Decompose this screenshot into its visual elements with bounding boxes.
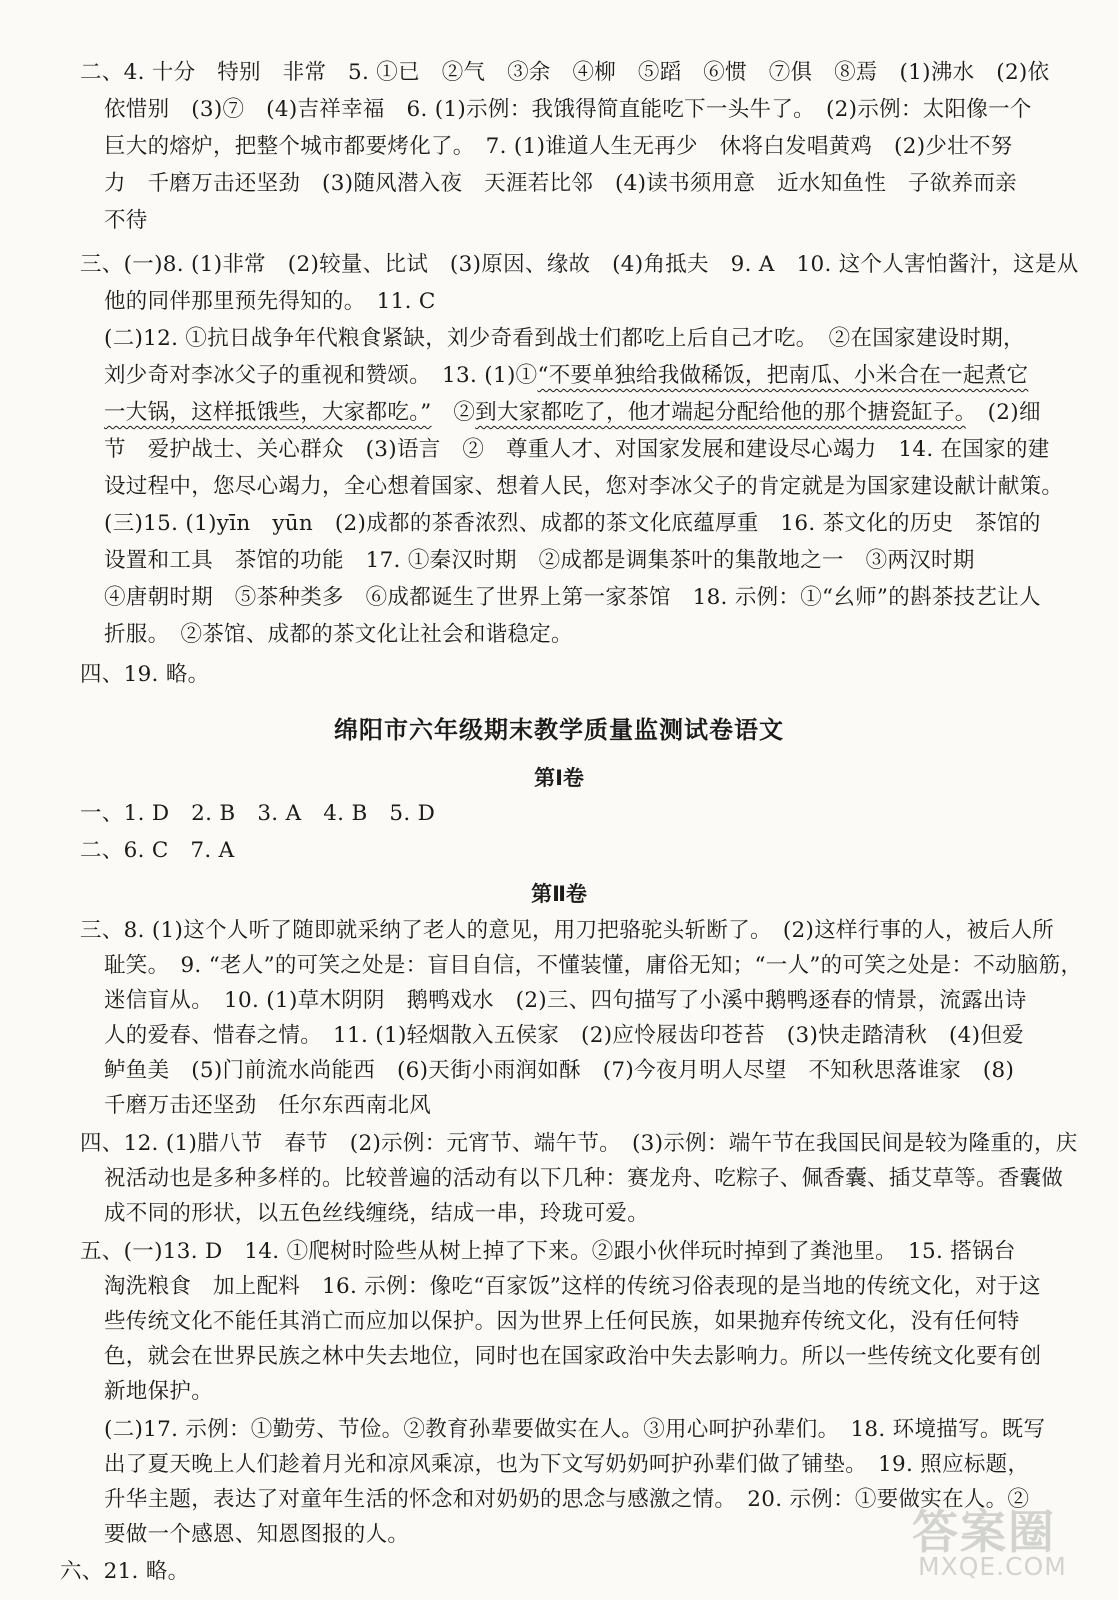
answer-line: 人的爱春、惜春之情。 11. (1)轻烟散入五侯家 (2)应怜屐齿印苍苔 (3)快走踏清秋 (4)但爱 [104,1023,1024,1048]
answer-line: 祝活动也是多种多样的。比较普遍的活动有以下几种：赛龙舟、吃粽子、佩香囊、插艾草等。香囊做 [104,1166,1064,1191]
answer-line: 淘洗粮食 加上配料 16. 示例：像吃“百家饭”这样的传统习俗表现的是当地的传统文化，对于这 [104,1274,1041,1299]
answer-text: ② [431,400,476,425]
answer-line: 色，就会在世界民族之林中失去地位，同时也在国家政治中失去影响力。所以一些传统文化要有创 [104,1344,1042,1369]
answer-line: 不待 [104,208,148,233]
answer-line: (二)17. 示例：①勤劳、节俭。②教育孙辈要做实在人。③用心呵护孙辈们。 18. 环境描写。既写 [104,1417,1046,1442]
underlined-quote: “不要单独给我做稀饭，把南瓜、小米合在一起煮它 [537,363,1029,388]
answer-line: 巨大的熔炉，把整个城市都要烤化了。 7. (1)谁道人生无再少 休将白发唱黄鸡 (2)少壮不努 [104,134,1013,159]
watermark [904,1496,1100,1586]
answer-line: 二、4. 十分 特别 非常 5. ①已 ②气 ③余 ④柳 ⑤蹈 ⑥惯 ⑦俱 ⑧焉 (1)沸水 (2)依 [80,60,1050,85]
volume-heading: 第Ⅰ卷 [534,766,584,790]
answer-line: 他的同伴那里预先得知的。 11. C [104,289,436,314]
answer-line: 六、21. 略。 [60,1559,190,1584]
volume-heading: 第Ⅱ卷 [531,882,587,906]
answer-line: 设置和工具 茶馆的功能 17. ①秦汉时期 ②成都是调集茶叶的集散地之一 ③两汉时期 [104,548,975,573]
answer-line: 升华主题，表达了对童年生活的怀念和对奶奶的思念与感激之情。 20. 示例：①要做实在人。② [104,1487,1030,1512]
answer-line: 三、8. (1)这个人听了随即就采纳了老人的意见，用刀把骆驼头斩断了。 (2)这样行事的人，被后人所 [80,918,1055,943]
answer-line: 些传统文化不能任其消亡而应加以保护。因为世界上任何民族，如果抛弃传统文化，没有任何特 [104,1309,1020,1334]
answer-line [104,394,1054,431]
underlined-quote: 到大家都吃了，他才端起分配给他的那个搪瓷缸子。 [475,400,966,425]
watermark-url: MXQE.COM [918,1552,1067,1581]
exam-title: 绵阳市六年级期末教学质量监测试卷语文 [334,716,784,744]
answer-line: 五、(一)13. D 14. ①爬树时险些从树上掉了下来。②跟小伙伴玩时掉到了粪池里。 15. 搭锅台 [80,1239,1016,1264]
answer-line: 折服。 ②茶馆、成都的茶文化让社会和谐稳定。 [104,622,573,647]
answer-line: 三、(一)8. (1)非常 (2)较量、比试 (3)原因、缘故 (4)角抵夫 9. A 10. 这个人害怕酱汁，这是从 [80,252,1079,277]
answer-text: 刘少奇对李冰父子的重视和赞颂。 13. (1)① [104,363,538,388]
answer-line: ④唐朝时期 ⑤茶种类多 ⑥成都诞生了世界上第一家茶馆 18. 示例：①“幺师”的斟茶技艺让人 [104,585,1041,610]
answer-line: 千磨万击还坚劲 任尔东西南北风 [104,1093,432,1118]
answer-line: 力 千磨万击还坚劲 (3)随风潜入夜 天涯若比邻 (4)读书须用意 近水知鱼性 子欲养而亲 [104,171,1017,196]
answer-line: 成不同的形状，以五色丝线缠绕，结成一串，玲珑可爱。 [104,1201,650,1226]
answer-line: 迷信盲从。 10. (1)草木阴阴 鹅鸭戏水 (2)三、四句描写了小溪中鹅鸭逐春的情景，流露出诗 [104,988,1027,1013]
answer-line: 二、6. C 7. A [80,838,235,863]
answer-line: 耻笑。 9. “老人”的可笑之处是：盲目自信，不懂装懂，庸俗无知；“一人”的可笑之处是：不动脑筋， [104,953,1083,978]
answer-text: (2)细 [965,400,1041,425]
answer-line: (三)15. (1)yīn yūn (2)成都的茶香浓烈、成都的茶文化底蕴厚重 16. 茶文化的历史 茶馆的 [104,511,1041,536]
answer-line: 鲈鱼美 (5)门前流水尚能西 (6)天街小雨润如酥 (7)今夜月明人尽望 不知秋思落谁家 (8) [104,1058,1015,1083]
answer-line: 一、1. D 2. B 3. A 4. B 5. D [80,801,436,826]
answer-line: 依惜别 (3)⑦ (4)吉祥幸福 6. (1)示例：我饿得简直能吃下一头牛了。 (2)示例：太阳像一个 [104,97,1032,122]
answer-line: 新地保护。 [104,1379,214,1404]
answer-line: (二)12. ①抗日战争年代粮食紧缺，刘少奇看到战士们都吃上后自己才吃。 ②在国家建设时期， [104,326,1025,351]
underlined-quote: 一大锅，这样抵饿些，大家都吃。” [104,400,432,425]
answer-line: 设过程中，您尽心竭力，全心想着国家、想着人民，您对李冰父子的肯定就是为国家建设献计献策。 [104,474,1064,499]
answer-line: 节 爱护战士、关心群众 (3)语言 ② 尊重人才、对国家发展和建设尽心竭力 14. 在国家的建 [104,437,1050,462]
answer-line: 要做一个感恩、知恩图报的人。 [104,1522,410,1547]
answer-line: 出了夏天晚上人们趁着月光和凉风乘凉，也为下文写奶奶呵护孙辈们做了铺垫。 19. 照应标题， [104,1452,1030,1477]
answer-line: 四、12. (1)腊八节 春节 (2)示例：元宵节、端午节。 (3)示例：端午节在我国民间是较为隆重的，庆 [80,1131,1078,1156]
answer-line: 四、19. 略。 [80,662,210,687]
answer-line [104,357,1054,394]
watermark-logo: 答案圈 [912,1505,1056,1559]
